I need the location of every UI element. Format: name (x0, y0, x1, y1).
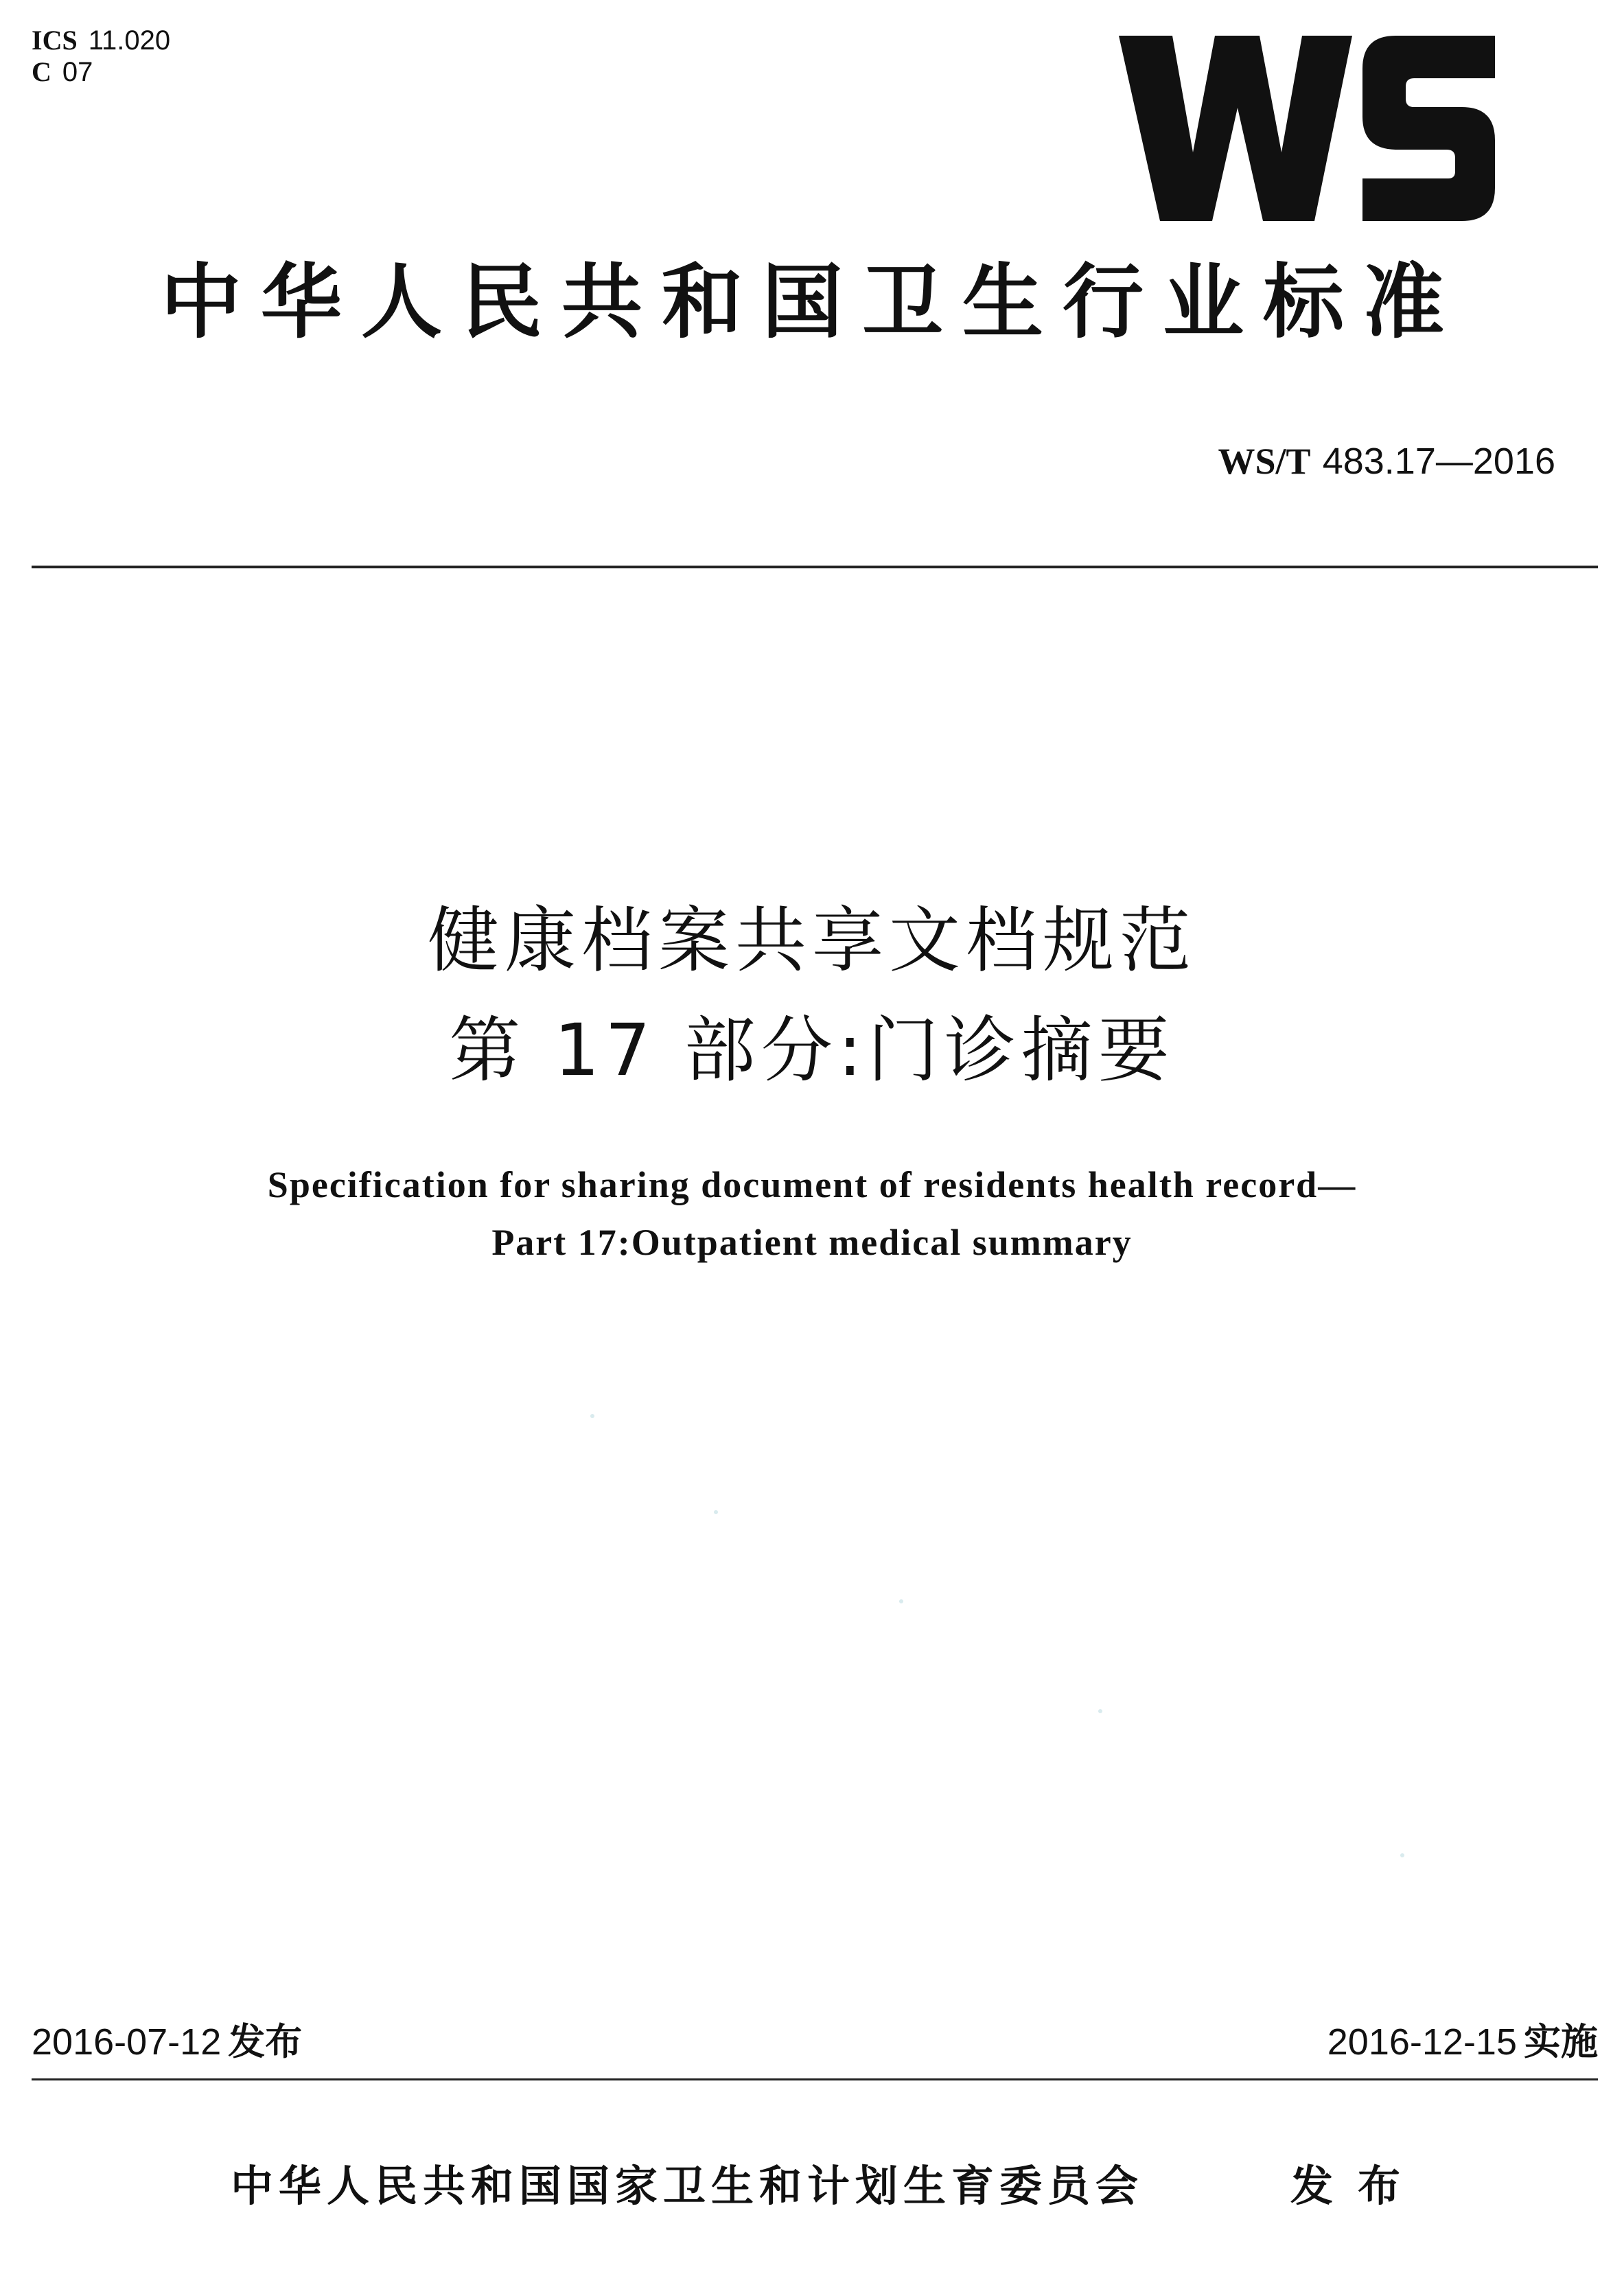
issuer-title: 中华人民共和国卫生行业标准 (160, 255, 1463, 349)
implement-date-value: 2016-12-15 (1327, 2021, 1517, 2063)
scan-speck (590, 1414, 594, 1418)
en-title-line-2: Part 17:Outpatient medical summary (491, 1222, 1133, 1263)
issue-date-value: 2016-07-12 (32, 2021, 222, 2063)
issue-date (32, 2018, 302, 2066)
cn-title-line-2: 第 17 部分:门诊摘要 (449, 1008, 1175, 1092)
implement-date-label: 实施 (1524, 2020, 1598, 2063)
publish-label: 发布 (1290, 2161, 1426, 2211)
ics-label: ICS (32, 25, 78, 56)
standard-number-rest: 483.17—2016 (1322, 441, 1555, 482)
issue-date-label: 发布 (228, 2020, 303, 2063)
scan-speck (899, 1599, 903, 1603)
ccs-value: 07 (62, 57, 93, 87)
scan-speck (714, 1510, 718, 1514)
publisher-name: 中华人民共和国国家卫生和计划生育委员会 (231, 2161, 1144, 2211)
standard-number (1218, 439, 1555, 483)
ics-code (32, 25, 170, 56)
scan-speck (1400, 1853, 1404, 1857)
ccs-label: C (32, 56, 51, 87)
standard-number-prefix: WS/T (1218, 441, 1311, 482)
en-title-line-1: Specification for sharing document of residents health record— (267, 1164, 1357, 1205)
scan-speck (1098, 1709, 1102, 1713)
bottom-divider (32, 2078, 1598, 2080)
ccs-code (32, 56, 170, 88)
cn-title-line-1: 健康档案共享文档规范 (427, 898, 1196, 982)
classification-codes (32, 25, 170, 88)
ics-value: 11.020 (88, 25, 171, 56)
implement-date (1327, 2018, 1598, 2066)
top-divider (32, 566, 1598, 568)
ws-logo (1119, 36, 1496, 228)
